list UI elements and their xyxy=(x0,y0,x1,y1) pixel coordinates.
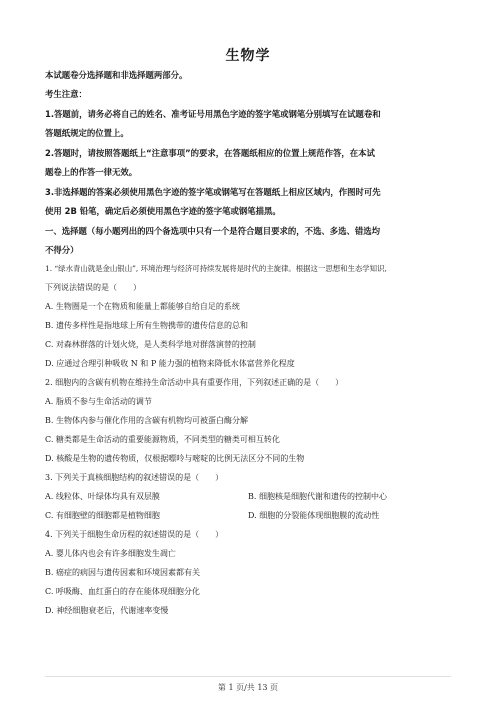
question-1-option-c: C. 对森林群落的计划火烧，是人类科学地对群落演替的控制 xyxy=(45,340,256,349)
question-3-option-a: A. 线粒体、叶绿体均具有双层膜 xyxy=(45,492,160,501)
question-3-stem: 3. 下列关于真核细胞结构的叙述错误的是（ ） xyxy=(45,473,224,482)
page-number: 第 1 页/共 13 页 xyxy=(217,683,279,692)
question-4-option-c: C. 呼吸酶、血红蛋白的存在能体现细胞分化 xyxy=(45,587,200,596)
question-1-option-d: D. 应通过合理引种吸收 N 和 P 能力强的植物来降低水体富营养化程度 xyxy=(45,359,295,368)
notice-line: 题卷上的作答一律无效。 xyxy=(45,167,138,177)
question-2-option-b: B. 生物体内参与催化作用的含碳有机物均可被蛋白酶分解 xyxy=(45,416,248,425)
notice-heading: 考生注意： xyxy=(45,89,87,99)
question-1-option-b: B. 遗传多样性是指地球上所有生物携带的遗传信息的总和 xyxy=(45,321,248,330)
question-4-option-a: A. 婴儿体内也会有许多细胞发生凋亡 xyxy=(45,549,176,558)
question-4-option-b: B. 癌症的病因与遗传因素和环境因素都有关 xyxy=(45,568,200,577)
question-2-stem: 2. 细胞内的含碳有机物在维持生命活动中具有重要作用，下列叙述正确的是（ ） xyxy=(45,378,344,387)
question-4-stem: 4. 下列关于细胞生命历程的叙述错误的是（ ） xyxy=(45,530,224,539)
question-4-option-d: D. 神经细胞衰老后，代谢速率变慢 xyxy=(45,606,169,615)
notice-line: 使用 2B 铅笔，确定后必须使用黑色字迹的签字笔或钢笔描黑。 xyxy=(45,206,281,216)
section-heading: 一、选择题（每小题列出的四个备选项中只有一个是符合题目要求的，不选、多选、错选均 xyxy=(45,226,380,236)
section-heading: 不得分） xyxy=(45,245,79,255)
question-3-option-d: D. 细胞的分裂能体现细胞膜的流动性 xyxy=(248,511,380,520)
notice-line: 3.非选择题的答案必须使用黑色字迹的签字笔或钢笔写在答题纸上相应区域内，作图时可先 xyxy=(45,187,381,197)
footer-divider xyxy=(45,676,451,677)
question-2-option-d: D. 核酸是生物的遗传物质，仅根据嘌呤与嘧啶的比例无法区分不同的生物 xyxy=(45,454,305,463)
notice-line: 1.答题前，请务必将自己的姓名、准考证号用黑色字迹的签字笔或钢笔分别填写在试题卷和 xyxy=(45,109,381,119)
question-3-option-b: B. 细胞核是细胞代谢和遗传的控制中心 xyxy=(248,492,387,501)
question-1-stem: 1. “绿水青山就是金山银山”, 环境治理与经济可持续发展将是时代的主旋律。根据这一思想和生态学知识, xyxy=(45,264,387,273)
intro-text: 本试题卷分选择题和非选择题两部分。 xyxy=(45,70,188,80)
question-2-option-a: A. 脂质不参与生命活动的调节 xyxy=(45,397,152,406)
question-1-stem: 下列说法错误的是（ ） xyxy=(45,283,141,292)
question-3-option-c: C. 有细胞壁的细胞都是植物细胞 xyxy=(45,511,160,520)
notice-line: 2.答题时，请按照答题纸上“注意事项”的要求，在答题纸相应的位置上规范作答，在本试 xyxy=(45,148,375,158)
notice-line: 答题纸规定的位置上。 xyxy=(45,128,129,138)
question-1-option-a: A. 生物圈是一个在物质和能量上都能够自给自足的系统 xyxy=(45,302,240,311)
question-2-option-c: C. 糖类都是生命活动的重要能源物质，不同类型的糖类可相互转化 xyxy=(45,435,280,444)
page-title: 生物学 xyxy=(225,48,271,64)
